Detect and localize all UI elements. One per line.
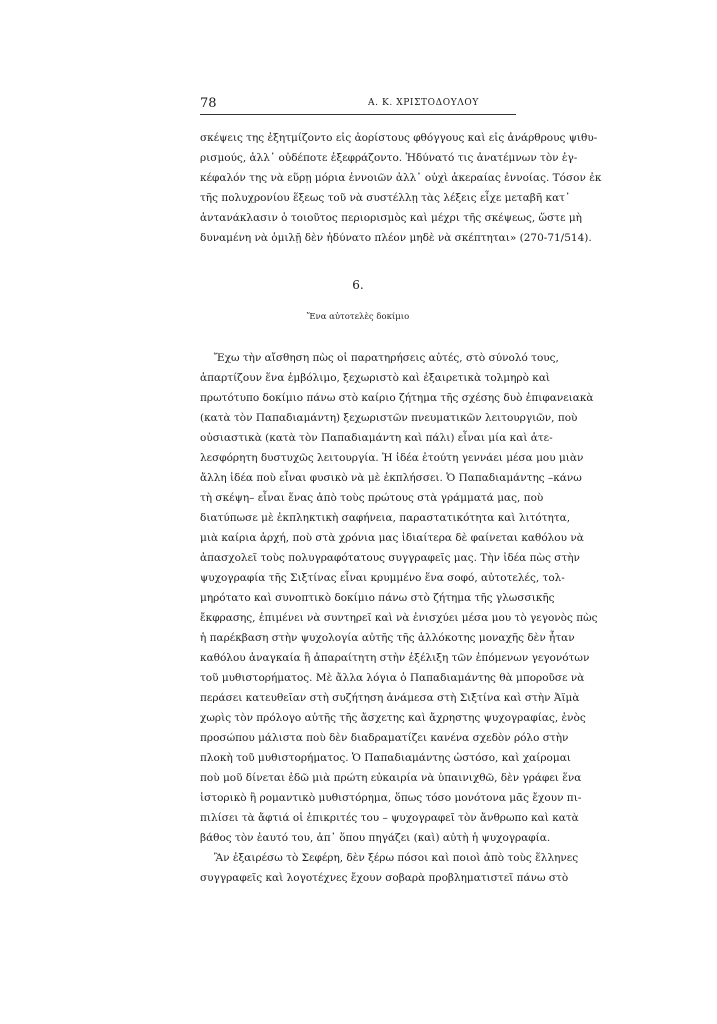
text-line: ρισμούς, ἀλλ᾽ οὐδέποτε ἐξεφράζοντο. Ἠδύνατό τις ἀνατέμνων τὸν ἐγ-	[200, 152, 578, 164]
text-line: τοῦ μυθιστορήματος. Μὲ ἄλλα λόγια ὁ Παπαδιαμάντης θὰ μποροῦσε νὰ	[200, 672, 585, 684]
text-line: οὐσιαστικὰ (κατὰ τὸν Παπαδιαμάντη καὶ πάλι) εἶναι μία καὶ ἀτε-	[200, 432, 553, 444]
text-line: κέφαλόν της νὰ εὕρῃ μόρια ἐννοιῶν ἀλλ᾽ οὐχὶ ἀκεραίας ἐννοίας. Τόσον ἐκ	[200, 172, 602, 184]
text-line: τῆς πολυχρονίου ἕξεως τοῦ νὰ συστέλλῃ τὰς λέξεις εἶχε μεταβῆ κατ᾽	[200, 192, 571, 204]
text-line: λεσφόρητη δυστυχῶς λειτουργία. Ἡ ἰδέα ἐτούτη γεννάει μέσα μου μιὰν	[200, 452, 584, 464]
text-line: πρωτότυπο δοκίμιο πάνω στὸ καίριο ζήτημα τῆς σχέσης δυὸ ἐπιφανειακὰ	[200, 392, 594, 404]
text-line: Ἂν ἐξαιρέσω τὸ Σεφέρη, δὲν ξέρω πόσοι καὶ ποιοὶ ἀπὸ τοὺς ἕλληνες	[214, 852, 579, 864]
text-line: ἱστορικὸ ἢ ρομαντικὸ μυθιστόρημα, ὅπως τόσο μονότονα μᾶς ἔχουν πι-	[200, 792, 582, 804]
text-line: καθόλου ἀναγκαία ἢ ἀπαραίτητη στὴν ἐξέλιξη τῶν ἑπόμενων γεγονότων	[200, 652, 590, 664]
body-paragraph	[200, 348, 598, 888]
section-title: Ἕνα αὐτοτελὲς δοκίμιο	[306, 312, 410, 322]
text-line: ψυχογραφία τῆς Σιξτίνας εἶναι κρυμμένο ἕνα σοφό, αὐτοτελές, τολ-	[200, 572, 565, 584]
text-line: πιλίσει τὰ ἄφτιά οἱ ἐπικριτές του – ψυχογραφεῖ τὸν ἄνθρωπο καὶ κατὰ	[200, 812, 579, 824]
quote-paragraph	[200, 128, 602, 248]
text-line: διατύπωσε μὲ ἐκπληκτικὴ σαφήνεια, παραστατικότητα καὶ λιτότητα,	[200, 512, 571, 524]
text-line: ἄλλη ἰδέα ποὺ εἶναι φυσικὸ νὰ μὲ ἐκπλήσσει. Ὁ Παπαδιαμάντης –κάνω	[200, 472, 582, 484]
text-line: δυναμένη νὰ ὁμιλῇ δὲν ἠδύνατο πλέον μηδὲ νὰ σκέπτηται» (270-71/514).	[200, 232, 592, 244]
text-line: Ἔχω τὴν αἴσθηση πὼς οἱ παρατηρήσεις αὐτές, στὸ σύνολό τους,	[214, 352, 559, 364]
text-line: χωρὶς τὸν πρόλογο αὐτῆς τῆς ἄσχετης καὶ ἄχρηστης ψυχογραφίας, ἑνὸς	[200, 712, 586, 724]
text-line: συγγραφεῖς καὶ λογοτέχνες ἔχουν σοβαρὰ προβληματιστεῖ πάνω στὸ	[200, 872, 569, 884]
text-line: ποὺ μοῦ δίνεται ἐδῶ μιὰ πρώτη εὐκαιρία νὰ ὑπαινιχθῶ, δὲν γράφει ἕνα	[200, 772, 582, 784]
section-number: 6.	[352, 278, 364, 292]
text-line: μιὰ καίρια ἀρχή, ποὺ στὰ χρόνια μας ἰδιαίτερα δὲ φαίνεται καθόλου νὰ	[200, 532, 584, 544]
text-line: περάσει κατευθεῖαν στὴ συζήτηση ἀνάμεσα στὴ Σιξτίνα καὶ στὴν Ἀϊμὰ	[200, 692, 580, 704]
text-line: σκέψεις της ἐξητμίζοντο εἰς ἀορίστους φθόγγους καὶ εἰς ἀνάρθρους ψιθυ-	[200, 132, 598, 144]
text-line: τὴ σκέψη– εἶναι ἕνας ἀπὸ τοὺς πρώτους στὰ γράμματά μας, ποὺ	[200, 492, 544, 504]
text-line: (κατὰ τὸν Παπαδιαμάντη) ξεχωριστῶν πνευματικῶν λειτουργιῶν, ποὺ	[200, 412, 578, 424]
page-number: 78	[200, 96, 217, 111]
text-line: βάθος τὸν ἑαυτό του, ἀπ᾽ ὅπου πηγάζει (καὶ) αὐτὴ ἡ ψυχογραφία.	[200, 832, 551, 844]
text-line: ἡ παρέκβαση στὴν ψυχολογία αὐτῆς τῆς ἀλλόκοτης μοναχῆς δὲν ἦταν	[200, 632, 575, 644]
text-line: ἀπαρτίζουν ἕνα ἐμβόλιμο, ξεχωριστὸ καὶ ἐξαιρετικὰ τολμηρὸ καὶ	[200, 372, 551, 384]
text-line: ἀντανάκλασιν ὁ τοιοῦτος περιορισμὸς καὶ μέχρι τῆς σκέψεως, ὥστε μὴ	[200, 212, 582, 224]
text-line: προσώπου μάλιστα ποὺ δὲν διαδραματίζει κανένα σχεδὸν ρόλο στὴν	[200, 732, 569, 744]
running-head: Α. Κ. ΧΡΙΣΤΟΔΟΥΛΟΥ	[368, 98, 479, 108]
text-line: ἀπασχολεῖ τοὺς πολυγραφότατους συγγραφεῖς μας. Τὴν ἰδέα πὼς στὴν	[200, 552, 580, 564]
text-line: ἔκφρασης, ἐπιμένει νὰ συντηρεῖ καὶ νὰ ἐνισχύει μέσα μου τὸ γεγονὸς πὼς	[200, 612, 598, 624]
text-line: μηρότατο καὶ συνοπτικὸ δοκίμιο πάνω στὸ ζήτημα τῆς γλωσσικῆς	[200, 592, 555, 604]
page-header	[200, 96, 516, 115]
text-line: πλοκὴ τοῦ μυθιστορήματος. Ὁ Παπαδιαμάντης ὡστόσο, καὶ χαίρομαι	[200, 752, 571, 764]
